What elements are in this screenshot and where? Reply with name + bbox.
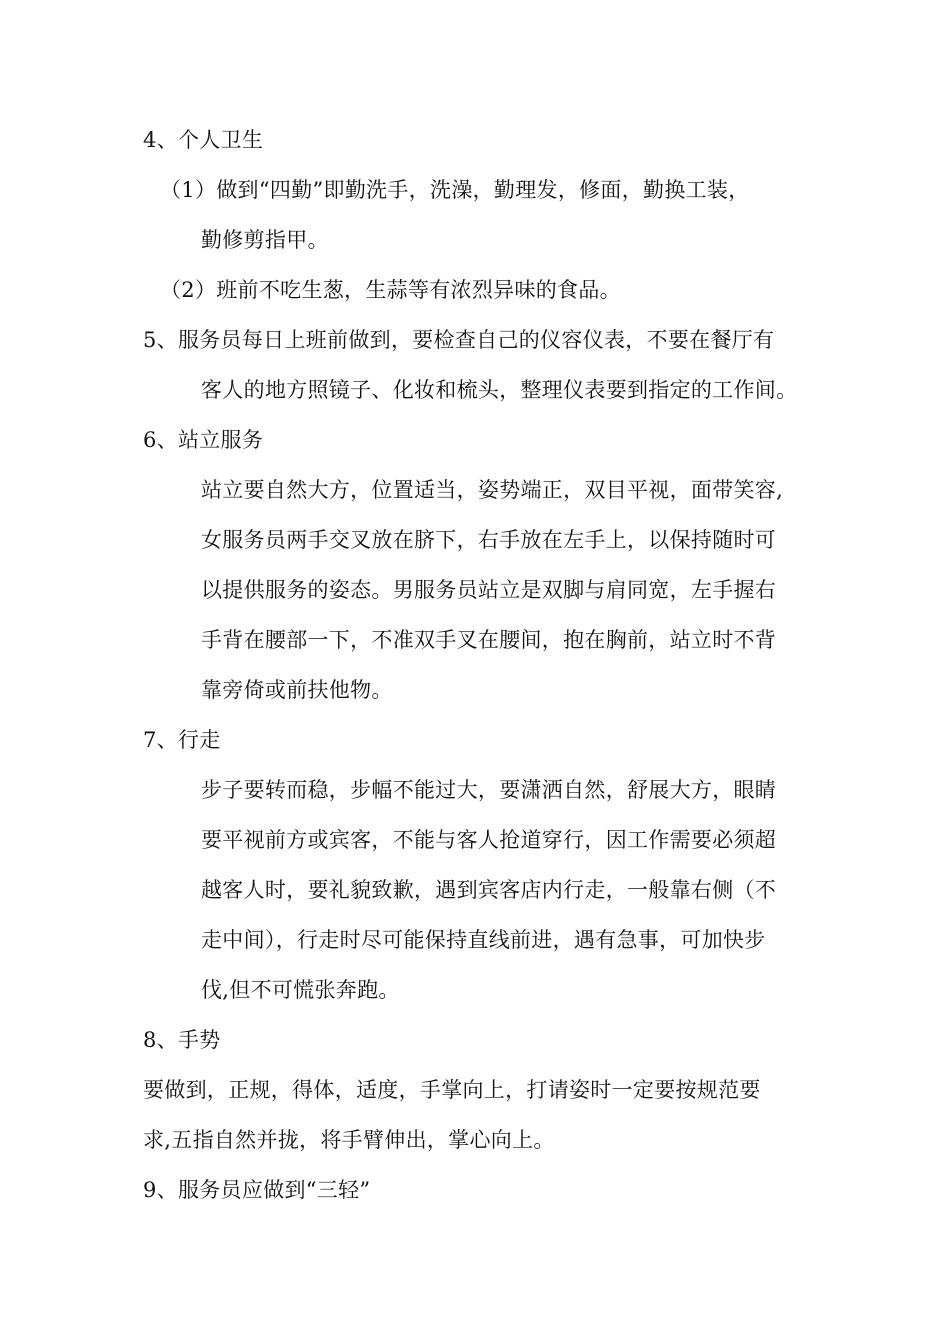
section-6-paragraph-line: 站立要自然大方，位置适当，姿势端正，双目平视，面带笑容,	[201, 478, 784, 502]
section-8-paragraph-line: 要做到，正规，得体，适度，手掌向上，打请姿时一定要按规范要	[143, 1078, 761, 1102]
section-6-paragraph-line: 以提供服务的姿态。男服务员站立是双脚与肩同宽，左手握右	[201, 578, 777, 602]
section-7-paragraph-line: 要平视前方或宾客，不能与客人抢道穿行，因工作需要必须超	[201, 828, 777, 852]
section-5-heading: 5、服务员每日上班前做到，要检查自己的仪容仪表，不要在餐厅有	[143, 328, 775, 352]
section-6-heading: 6、站立服务	[143, 428, 264, 452]
section-7-heading: 7、行走	[143, 728, 221, 752]
section-7-paragraph-line: 步子要转而稳，步幅不能过大，要潇洒自然，舒展大方，眼睛	[201, 778, 777, 802]
section-5-continued: 客人的地方照镜子、化妆和梳头，整理仪表要到指定的工作间。	[201, 378, 798, 402]
section-6-paragraph-line: 女服务员两手交叉放在脐下，右手放在左手上，以保持随时可	[201, 528, 777, 552]
section-8-heading: 8、手势	[143, 1028, 221, 1052]
section-7-paragraph-line: 越客人时，要礼貌致歉，遇到宾客店内行走，一般靠右侧（不	[201, 878, 777, 902]
section-8-paragraph-line: 求,五指自然并拢，将手臂伸出，掌心向上。	[143, 1128, 555, 1152]
section-9-heading: 9、服务员应做到“三轻”	[143, 1178, 371, 1202]
section-4-item-2: （2）班前不吃生葱，生蒜等有浓烈异味的食品。	[160, 278, 621, 302]
section-6-paragraph-line: 靠旁倚或前扶他物。	[201, 678, 393, 702]
section-4-heading: 4、个人卫生	[143, 128, 264, 152]
section-7-paragraph-line: 伐,但不可慌张奔跑。	[201, 978, 400, 1002]
section-7-paragraph-line: 走中间），行走时尽可能保持直线前进，遇有急事，可加快步	[201, 928, 766, 952]
section-4-item-1: （1）做到“四勤”即勤洗手，洗澡，勤理发，修面，勤换工装，	[160, 178, 750, 202]
section-4-item-1-continued: 勤修剪指甲。	[201, 228, 329, 252]
section-6-paragraph-line: 手背在腰部一下，不准双手叉在腰间，抱在胸前，站立时不背	[201, 628, 777, 652]
